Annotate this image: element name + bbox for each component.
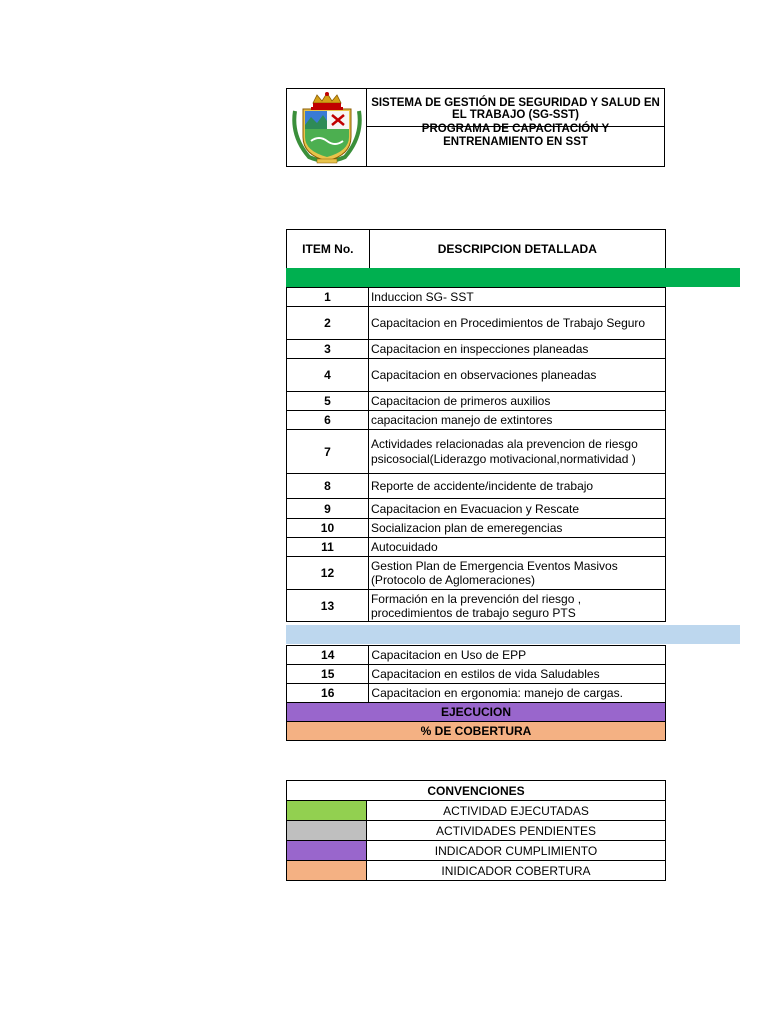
item-number: 5 (287, 392, 369, 411)
cobertura-row (287, 722, 666, 741)
item-description: Reporte de accidente/incidente de trabajo (368, 474, 665, 499)
table-row (287, 646, 666, 665)
item-description: Formación en la prevención del riesgo , procedimientos de trabajo seguro PTS (368, 590, 665, 622)
item-description: Induccion SG- SST (368, 288, 665, 307)
section-band-green (286, 268, 740, 287)
table-row (287, 519, 666, 538)
description-header: DESCRIPCION DETALLADA (369, 230, 665, 269)
item-number: 13 (287, 590, 369, 622)
item-description: Actividades relacionadas ala prevencion de riesgo psicosocial(Liderazgo motivacional,normatividad ) (368, 430, 665, 474)
system-title: SISTEMA DE GESTIÓN DE SEGURIDAD Y SALUD EN EL TRABAJO (SG-SST) (367, 89, 664, 127)
item-description: Capacitacion en observaciones planeadas (368, 359, 665, 392)
item-description: Capacitacion en Uso de EPP (369, 646, 666, 665)
item-description: Capacitacion en Procedimientos de Trabajo Seguro (368, 307, 665, 340)
item-description: Capacitacion en ergonomia: manejo de cargas. (369, 684, 666, 703)
training-rows-group-2 (286, 645, 666, 741)
conventions-title: CONVENCIONES (287, 781, 666, 801)
training-rows-group-1 (286, 287, 666, 622)
convention-label: ACTIVIDAD EJECUTADAS (367, 801, 666, 821)
item-number: 15 (287, 665, 369, 684)
item-description: Socializacion plan de emeregencias (368, 519, 665, 538)
convention-label: ACTIVIDADES PENDIENTES (367, 821, 666, 841)
section-band-blue (286, 625, 740, 644)
item-number: 16 (287, 684, 369, 703)
cobertura-label: % DE COBERTURA (287, 722, 666, 741)
item-description: Capacitacion de primeros auxilios (368, 392, 665, 411)
training-program-table (286, 229, 666, 269)
item-description: Capacitacion en inspecciones planeadas (368, 340, 665, 359)
pending-color-swatch (287, 821, 367, 841)
item-description: Capacitacion en estilos de vida Saludables (369, 665, 666, 684)
table-header-row (287, 230, 666, 269)
ejecucion-row (287, 703, 666, 722)
table-row (287, 499, 666, 519)
executed-color-swatch (287, 801, 367, 821)
convention-label: INDICADOR CUMPLIMIENTO (367, 841, 666, 861)
table-row (287, 474, 666, 499)
item-number: 1 (287, 288, 369, 307)
table-row (287, 359, 666, 392)
table-row (287, 665, 666, 684)
coverage-color-swatch (287, 861, 367, 881)
item-number: 14 (287, 646, 369, 665)
item-number: 2 (287, 307, 369, 340)
convention-row (287, 861, 666, 881)
table-row (287, 684, 666, 703)
table-row (287, 590, 666, 622)
item-description: capacitacion manejo de extintores (368, 411, 665, 430)
table-row (287, 307, 666, 340)
item-description: Capacitacion en Evacuacion y Rescate (368, 499, 665, 519)
item-number: 8 (287, 474, 369, 499)
program-title: PROGRAMA DE CAPACITACIÓN Y ENTRENAMIENTO EN SST (421, 123, 610, 148)
item-description: Autocuidado (368, 538, 665, 557)
table-row (287, 411, 666, 430)
table-row (287, 430, 666, 474)
item-description: Gestion Plan de Emergencia Eventos Masivos (Protocolo de Aglomeraciones) (368, 557, 665, 590)
compliance-color-swatch (287, 841, 367, 861)
table-row (287, 340, 666, 359)
item-number: 7 (287, 430, 369, 474)
coat-of-arms-icon (289, 91, 365, 165)
table-row (287, 557, 666, 590)
document-header (286, 88, 665, 167)
convention-row (287, 841, 666, 861)
item-number: 4 (287, 359, 369, 392)
convention-label: INIDICADOR COBERTURA (367, 861, 666, 881)
item-number: 6 (287, 411, 369, 430)
table-row (287, 392, 666, 411)
table-row (287, 538, 666, 557)
item-number-header: ITEM No. (287, 230, 370, 269)
convention-row (287, 821, 666, 841)
item-number: 11 (287, 538, 369, 557)
item-number: 12 (287, 557, 369, 590)
conventions-legend (286, 780, 666, 881)
table-row (287, 288, 666, 307)
convention-row (287, 801, 666, 821)
item-number: 10 (287, 519, 369, 538)
conventions-header-row (287, 781, 666, 801)
item-number: 3 (287, 340, 369, 359)
municipal-coat-of-arms-logo (287, 89, 367, 166)
item-number: 9 (287, 499, 369, 519)
ejecucion-label: EJECUCION (287, 703, 666, 722)
